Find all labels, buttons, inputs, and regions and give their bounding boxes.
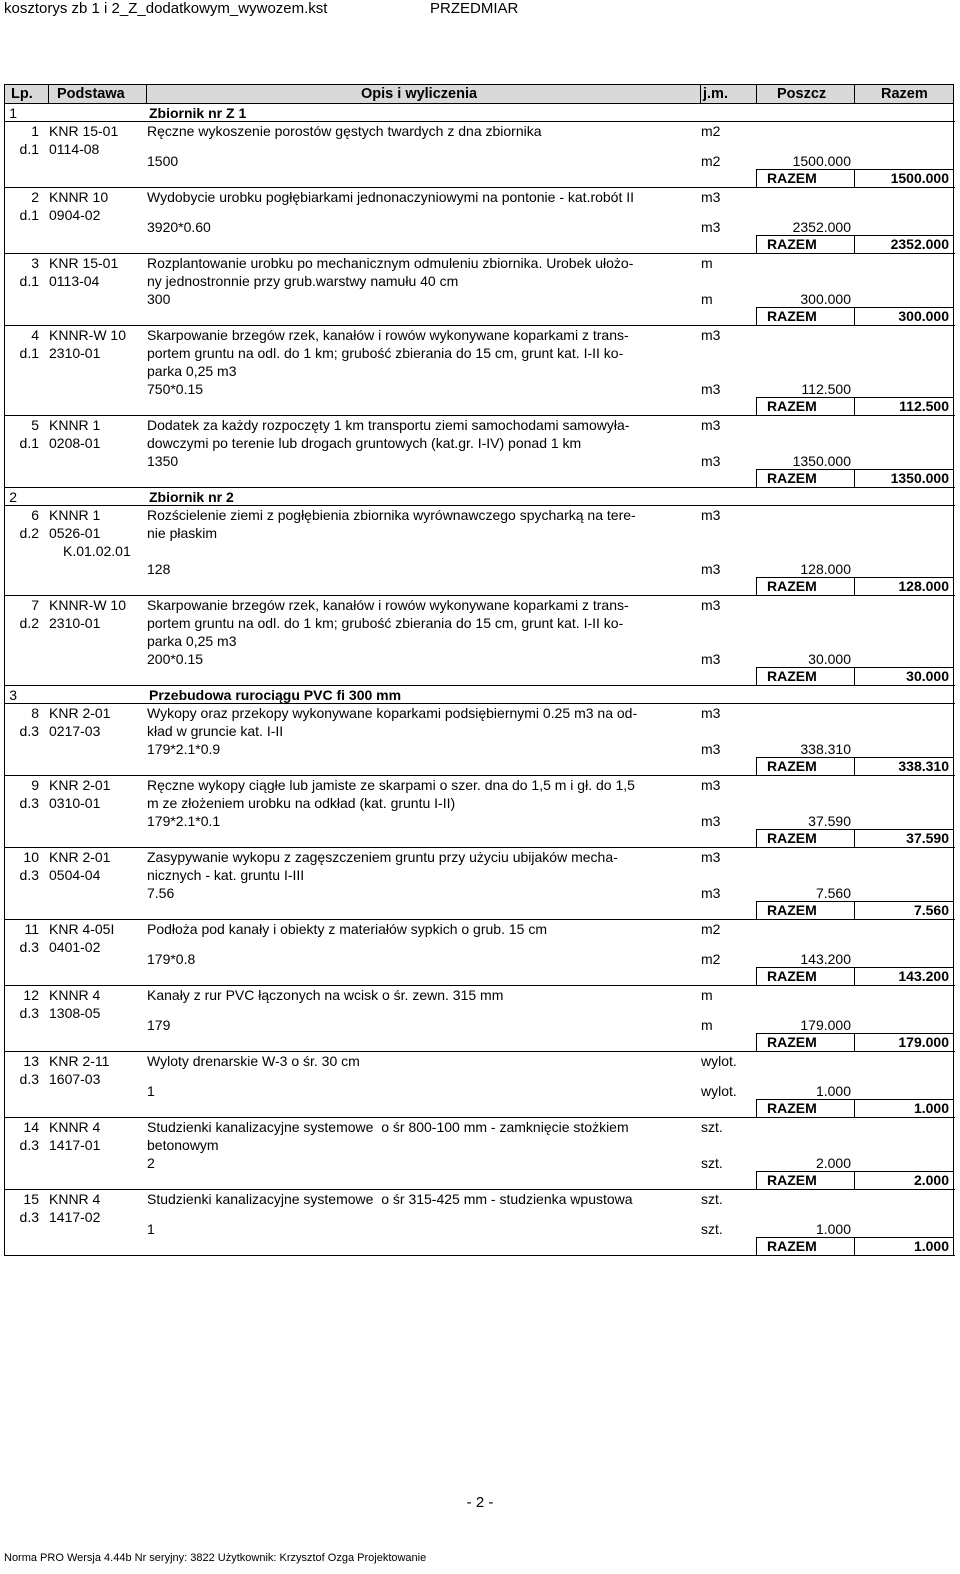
item-calculation: 179 <box>147 1017 171 1033</box>
razem-box-top <box>756 1033 954 1034</box>
item-calc-unit: m2 <box>701 951 721 967</box>
item-poszcz-value: 37.590 <box>808 813 851 829</box>
item-poszcz-value: 1350.000 <box>792 453 851 469</box>
item-base-position: 1607-03 <box>49 1071 101 1087</box>
item-lp: 6 <box>31 507 39 523</box>
item-calc-unit: szt. <box>701 1155 723 1171</box>
item-description-line: Wykopy oraz przekopy wykonywane koparkami podsiębiernymi 0.25 m3 na od- <box>147 705 638 721</box>
section-number: 2 <box>9 489 17 505</box>
razem-box-mid <box>854 757 855 776</box>
item-description-line: kład w gruncie kat. I-II <box>147 723 284 739</box>
item-description-line: betonowym <box>147 1137 219 1153</box>
column-divider <box>146 85 147 103</box>
item-lp: 3 <box>31 255 39 271</box>
razem-box-left <box>756 829 757 848</box>
item-row <box>4 1052 954 1118</box>
item-base-position: 1417-01 <box>49 1137 101 1153</box>
razem-value: 179.000 <box>898 1034 949 1050</box>
item-description-line: m ze złożeniem urobku na odkład (kat. gruntu I-II) <box>147 795 456 811</box>
item-base-position: 2310-01 <box>49 615 101 631</box>
item-calculation: 1500 <box>147 153 179 169</box>
item-calculation: 2 <box>147 1155 155 1171</box>
item-base-catalog: KNR 2-01 <box>49 777 111 793</box>
item-lp-division: d.3 <box>19 867 39 883</box>
item-calc-unit: m2 <box>701 153 721 169</box>
item-lp-division: d.1 <box>19 345 39 361</box>
item-row <box>4 986 954 1052</box>
item-description-line: Kanały z rur PVC łączonych na wcisk o śr. zewn. 315 mm <box>147 987 504 1003</box>
razem-label: RAZEM <box>767 308 817 324</box>
item-calc-unit: m <box>701 291 713 307</box>
item-base-catalog: KNNR 4 <box>49 1119 101 1135</box>
column-divider <box>854 85 855 103</box>
item-unit: m3 <box>701 417 721 433</box>
item-lp: 10 <box>23 849 39 865</box>
item-lp: 12 <box>23 987 39 1003</box>
razem-value: 2.000 <box>913 1172 949 1188</box>
item-description-line: Zasypywanie wykopu z zagęszczeniem gruntu przy użyciu ubijaków mecha- <box>147 849 618 865</box>
razem-value: 1.000 <box>913 1238 949 1254</box>
razem-box-top <box>756 307 954 308</box>
item-base-spec: K.01.02.01 <box>63 543 131 559</box>
item-base-catalog: KNR 2-01 <box>49 705 111 721</box>
section-number: 3 <box>9 687 17 703</box>
razem-label: RAZEM <box>767 758 817 774</box>
opis-header: Opis i wyliczenia <box>361 86 478 102</box>
item-lp-division: d.1 <box>19 273 39 289</box>
razem-label: RAZEM <box>767 170 817 186</box>
item-lp-division: d.3 <box>19 1209 39 1225</box>
razem-value: 143.200 <box>898 968 949 984</box>
item-poszcz-value: 1.000 <box>815 1221 851 1237</box>
item-calculation: 1350 <box>147 453 179 469</box>
section-row <box>4 488 954 506</box>
razem-label: RAZEM <box>767 968 817 984</box>
item-base-position: 0504-04 <box>49 867 101 883</box>
item-base-catalog: KNR 4-05I <box>49 921 115 937</box>
item-poszcz-value: 300.000 <box>800 291 851 307</box>
item-unit: m3 <box>701 507 721 523</box>
item-base-catalog: KNR 15-01 <box>49 255 119 271</box>
razem-value: 1350.000 <box>890 470 949 486</box>
item-row <box>4 596 954 686</box>
razem-box-mid <box>854 469 855 488</box>
item-base-catalog: KNNR-W 10 <box>49 597 127 613</box>
item-base-catalog: KNNR 10 <box>49 189 109 205</box>
item-base-position: 0114-08 <box>49 141 100 157</box>
item-base-catalog: KNR 2-01 <box>49 849 111 865</box>
item-base-catalog: KNNR 1 <box>49 507 101 523</box>
item-calc-unit: m <box>701 1017 713 1033</box>
razem-box-top <box>756 397 954 398</box>
razem-box-left <box>756 967 757 986</box>
item-lp: 5 <box>31 417 39 433</box>
item-description-line: nie płaskim <box>147 525 218 541</box>
item-lp: 11 <box>24 921 39 937</box>
item-unit: szt. <box>701 1191 723 1207</box>
file-name: kosztorys zb 1 i 2_Z_dodatkowym_wywozem.kst <box>4 0 328 17</box>
item-row <box>4 1190 954 1256</box>
razem-label: RAZEM <box>767 902 817 918</box>
item-lp-division: d.2 <box>19 525 39 541</box>
item-row <box>4 326 954 416</box>
razem-label: RAZEM <box>767 1034 817 1050</box>
item-calculation: 750*0.15 <box>147 381 204 397</box>
razem-value: 30.000 <box>906 668 949 684</box>
item-lp: 13 <box>23 1053 39 1069</box>
razem-label: RAZEM <box>767 830 817 846</box>
razem-box-mid <box>854 1099 855 1118</box>
razem-label: RAZEM <box>767 578 817 594</box>
item-poszcz-value: 179.000 <box>800 1017 851 1033</box>
item-unit: m3 <box>701 705 721 721</box>
item-calc-unit: szt. <box>701 1221 723 1237</box>
razem-label: RAZEM <box>767 1100 817 1116</box>
razem-box-mid <box>854 169 855 188</box>
razem-box-top <box>756 469 954 470</box>
item-poszcz-value: 128.000 <box>800 561 851 577</box>
item-row <box>4 122 954 188</box>
item-poszcz-value: 30.000 <box>808 651 851 667</box>
razem-box-mid <box>854 967 855 986</box>
razem-box-left <box>756 667 757 686</box>
item-lp-division: d.1 <box>19 207 39 223</box>
razem-box-left <box>756 577 757 596</box>
razem-box-left <box>756 397 757 416</box>
item-base-position: 0401-02 <box>49 939 101 955</box>
item-description-line: nicznych - kat. gruntu I-III <box>147 867 305 883</box>
item-lp: 14 <box>23 1119 39 1135</box>
razem-box-mid <box>854 829 855 848</box>
item-calc-unit: m3 <box>701 651 721 667</box>
razem-box-mid <box>854 397 855 416</box>
item-row <box>4 920 954 986</box>
item-description-line: Rozplantowanie urobku po mechanicznym odmuleniu zbiornika. Urobek ułożo- <box>147 255 634 271</box>
razem-box-top <box>756 235 954 236</box>
column-divider <box>48 85 49 103</box>
razem-box-mid <box>854 307 855 326</box>
item-lp-division: d.3 <box>19 795 39 811</box>
item-poszcz-value: 143.200 <box>800 951 851 967</box>
item-base-position: 1308-05 <box>49 1005 101 1021</box>
item-description-line: parka 0,25 m3 <box>147 363 237 379</box>
item-description-line: portem gruntu na odl. do 1 km; grubość zbierania do 15 cm, grunt kat. I-II ko- <box>147 615 624 631</box>
item-unit: wylot. <box>701 1053 737 1069</box>
item-base-position: 0310-01 <box>49 795 101 811</box>
item-calculation: 7.56 <box>147 885 175 901</box>
item-row <box>4 188 954 254</box>
razem-box-left <box>756 901 757 920</box>
item-calculation: 1 <box>147 1221 155 1237</box>
column-divider <box>756 85 757 103</box>
item-description-line: parka 0,25 m3 <box>147 633 237 649</box>
item-poszcz-value: 1500.000 <box>792 153 851 169</box>
item-description-line: Ręczne wykoszenie porostów gęstych twardych z dna zbiornika <box>147 123 542 139</box>
razem-box-top <box>756 577 954 578</box>
podstawa-header: Podstawa <box>57 86 125 102</box>
item-calc-unit: m3 <box>701 885 721 901</box>
item-row <box>4 776 954 848</box>
item-lp: 15 <box>23 1191 39 1207</box>
item-base-position: 0113-04 <box>49 273 100 289</box>
razem-box-mid <box>854 901 855 920</box>
item-unit: m <box>701 255 713 271</box>
item-lp-division: d.3 <box>19 1005 39 1021</box>
jm-header: j.m. <box>703 86 728 102</box>
item-lp-division: d.1 <box>19 141 39 157</box>
item-calc-unit: m3 <box>701 219 721 235</box>
item-unit: m3 <box>701 777 721 793</box>
razem-value: 300.000 <box>898 308 949 324</box>
item-poszcz-value: 338.310 <box>800 741 851 757</box>
razem-box-left <box>756 1237 757 1256</box>
razem-box-top <box>756 967 954 968</box>
item-row <box>4 1118 954 1190</box>
item-unit: m3 <box>701 327 721 343</box>
item-row <box>4 506 954 596</box>
column-divider <box>700 85 701 103</box>
item-calc-unit: m3 <box>701 561 721 577</box>
item-calculation: 179*2.1*0.1 <box>147 813 221 829</box>
razem-value: 128.000 <box>898 578 949 594</box>
item-description-line: Studzienki kanalizacyjne systemowe o śr 315-425 mm - studzienka wpustowa <box>147 1191 633 1207</box>
item-lp-division: d.3 <box>19 939 39 955</box>
item-lp-division: d.2 <box>19 615 39 631</box>
item-base-catalog: KNR 15-01 <box>49 123 119 139</box>
item-description-line: Ręczne wykopy ciągłe lub jamiste ze skarpami o szer. dna do 1,5 m i gł. do 1,5 <box>147 777 635 793</box>
przedmiar-table <box>4 84 954 1256</box>
item-description-line: Wyloty drenarskie W-3 o śr. 30 cm <box>147 1053 360 1069</box>
item-description-line: Dodatek za każdy rozpoczęty 1 km transportu ziemi samochodami samowyła- <box>147 417 630 433</box>
item-base-position: 0526-01 <box>49 525 101 541</box>
item-unit: m3 <box>701 189 721 205</box>
item-base-position: 2310-01 <box>49 345 101 361</box>
section-title: Zbiornik nr Z 1 <box>149 105 247 121</box>
razem-box-left <box>756 1099 757 1118</box>
item-base-position: 1417-02 <box>49 1209 101 1225</box>
item-lp-division: d.1 <box>19 435 39 451</box>
section-number: 1 <box>9 105 17 121</box>
item-calc-unit: m3 <box>701 381 721 397</box>
document-type: PRZEDMIAR <box>430 0 519 17</box>
item-description-line: ny jednostronnie przy grub.warstwy namułu 40 cm <box>147 273 459 289</box>
item-calculation: 179*2.1*0.9 <box>147 741 221 757</box>
section-title: Przebudowa rurociągu PVC fi 300 mm <box>149 687 402 703</box>
item-calculation: 179*0.8 <box>147 951 196 967</box>
razem-value: 112.500 <box>899 398 949 414</box>
razem-value: 37.590 <box>906 830 949 846</box>
razem-box-mid <box>854 667 855 686</box>
item-base-position: 0208-01 <box>49 435 101 451</box>
razem-box-left <box>756 1033 757 1052</box>
item-lp: 2 <box>31 189 39 205</box>
item-description-line: Podłoża pod kanały i obiekty z materiałów sypkich o grub. 15 cm <box>147 921 547 937</box>
razem-value: 1500.000 <box>890 170 949 186</box>
item-calc-unit: m3 <box>701 741 721 757</box>
razem-box-left <box>756 757 757 776</box>
razem-box-mid <box>854 577 855 596</box>
razem-box-mid <box>854 1033 855 1052</box>
item-calc-unit: m3 <box>701 453 721 469</box>
section-title: Zbiornik nr 2 <box>149 489 234 505</box>
item-unit: m2 <box>701 123 721 139</box>
item-lp-division: d.3 <box>19 1071 39 1087</box>
page-number: - 2 - <box>466 1494 494 1511</box>
item-row <box>4 416 954 488</box>
item-poszcz-value: 7.560 <box>815 885 851 901</box>
item-unit: m3 <box>701 849 721 865</box>
item-lp-division: d.3 <box>19 1137 39 1153</box>
razem-box-left <box>756 469 757 488</box>
item-calc-unit: m3 <box>701 813 721 829</box>
item-base-position: 0217-03 <box>49 723 101 739</box>
razem-box-mid <box>854 1237 855 1256</box>
item-lp: 8 <box>31 705 39 721</box>
razem-box-left <box>756 1171 757 1190</box>
razem-box-mid <box>854 235 855 254</box>
razem-box-top <box>756 169 954 170</box>
razem-value: 2352.000 <box>890 236 949 252</box>
item-lp-division: d.3 <box>19 723 39 739</box>
item-description-line: Skarpowanie brzegów rzek, kanałów i rowów wykonywane koparkami z trans- <box>147 327 629 343</box>
item-calculation: 128 <box>147 561 171 577</box>
item-lp: 4 <box>31 327 39 343</box>
razem-label: RAZEM <box>767 668 817 684</box>
item-lp: 1 <box>31 123 39 139</box>
razem-box-mid <box>854 1171 855 1190</box>
item-description-line: portem gruntu na odl. do 1 km; grubość zbierania do 15 cm, grunt kat. I-II ko- <box>147 345 624 361</box>
razem-box-left <box>756 235 757 254</box>
item-description-line: Rozścielenie ziemi z pogłębienia zbiornika wyrównawczego spycharką na tere- <box>147 507 636 523</box>
razem-label: RAZEM <box>767 1238 817 1254</box>
item-base-catalog: KNNR 1 <box>49 417 101 433</box>
item-description-line: dowczymi po terenie lub drogach gruntowych (kat.gr. I-IV) ponad 1 km <box>147 435 582 451</box>
razem-value: 1.000 <box>913 1100 949 1116</box>
section-row <box>4 104 954 122</box>
item-calculation: 200*0.15 <box>147 651 204 667</box>
row-divider <box>5 1255 955 1256</box>
item-row <box>4 848 954 920</box>
item-description-line: Studzienki kanalizacyjne systemowe o śr 800-100 mm - zamknięcie stożkiem <box>147 1119 629 1135</box>
item-unit: m3 <box>701 597 721 613</box>
razem-header: Razem <box>881 86 928 102</box>
poszcz-header: Poszcz <box>777 86 827 102</box>
razem-box-top <box>756 1099 954 1100</box>
razem-box-top <box>756 1171 954 1172</box>
item-calc-unit: wylot. <box>701 1083 737 1099</box>
item-poszcz-value: 2352.000 <box>792 219 851 235</box>
item-poszcz-value: 1.000 <box>815 1083 851 1099</box>
item-row <box>4 254 954 326</box>
item-base-catalog: KNNR-W 10 <box>49 327 127 343</box>
item-description-line: Wydobycie urobku pogłębiarkami jednonaczyniowymi na pontonie - kat.robót II <box>147 189 635 205</box>
razem-label: RAZEM <box>767 236 817 252</box>
razem-value: 7.560 <box>913 902 949 918</box>
razem-box-top <box>756 1237 954 1238</box>
item-unit: szt. <box>701 1119 723 1135</box>
razem-box-top <box>756 667 954 668</box>
item-calculation: 300 <box>147 291 171 307</box>
item-base-catalog: KNNR 4 <box>49 1191 101 1207</box>
item-lp: 9 <box>31 777 39 793</box>
item-base-catalog: KNNR 4 <box>49 987 101 1003</box>
item-unit: m2 <box>701 921 721 937</box>
razem-label: RAZEM <box>767 470 817 486</box>
lp-header: Lp. <box>11 86 33 102</box>
item-row <box>4 704 954 776</box>
item-poszcz-value: 112.500 <box>801 381 851 397</box>
razem-box-top <box>756 901 954 902</box>
razem-box-left <box>756 169 757 188</box>
razem-label: RAZEM <box>767 398 817 414</box>
column-header-row <box>4 84 954 104</box>
item-calculation: 1 <box>147 1083 155 1099</box>
item-unit: m <box>701 987 713 1003</box>
item-base-catalog: KNR 2-11 <box>49 1053 110 1069</box>
razem-label: RAZEM <box>767 1172 817 1188</box>
item-base-position: 0904-02 <box>49 207 101 223</box>
item-calculation: 3920*0.60 <box>147 219 211 235</box>
razem-box-top <box>756 757 954 758</box>
razem-value: 338.310 <box>898 758 949 774</box>
razem-box-top <box>756 829 954 830</box>
item-description-line: Skarpowanie brzegów rzek, kanałów i rowów wykonywane koparkami z trans- <box>147 597 629 613</box>
razem-box-left <box>756 307 757 326</box>
item-lp: 7 <box>31 597 39 613</box>
item-poszcz-value: 2.000 <box>815 1155 851 1171</box>
section-row <box>4 686 954 704</box>
footer-note: Norma PRO Wersja 4.44b Nr seryjny: 3822 Użytkownik: Krzysztof Ozga Projektowanie <box>4 1552 427 1564</box>
